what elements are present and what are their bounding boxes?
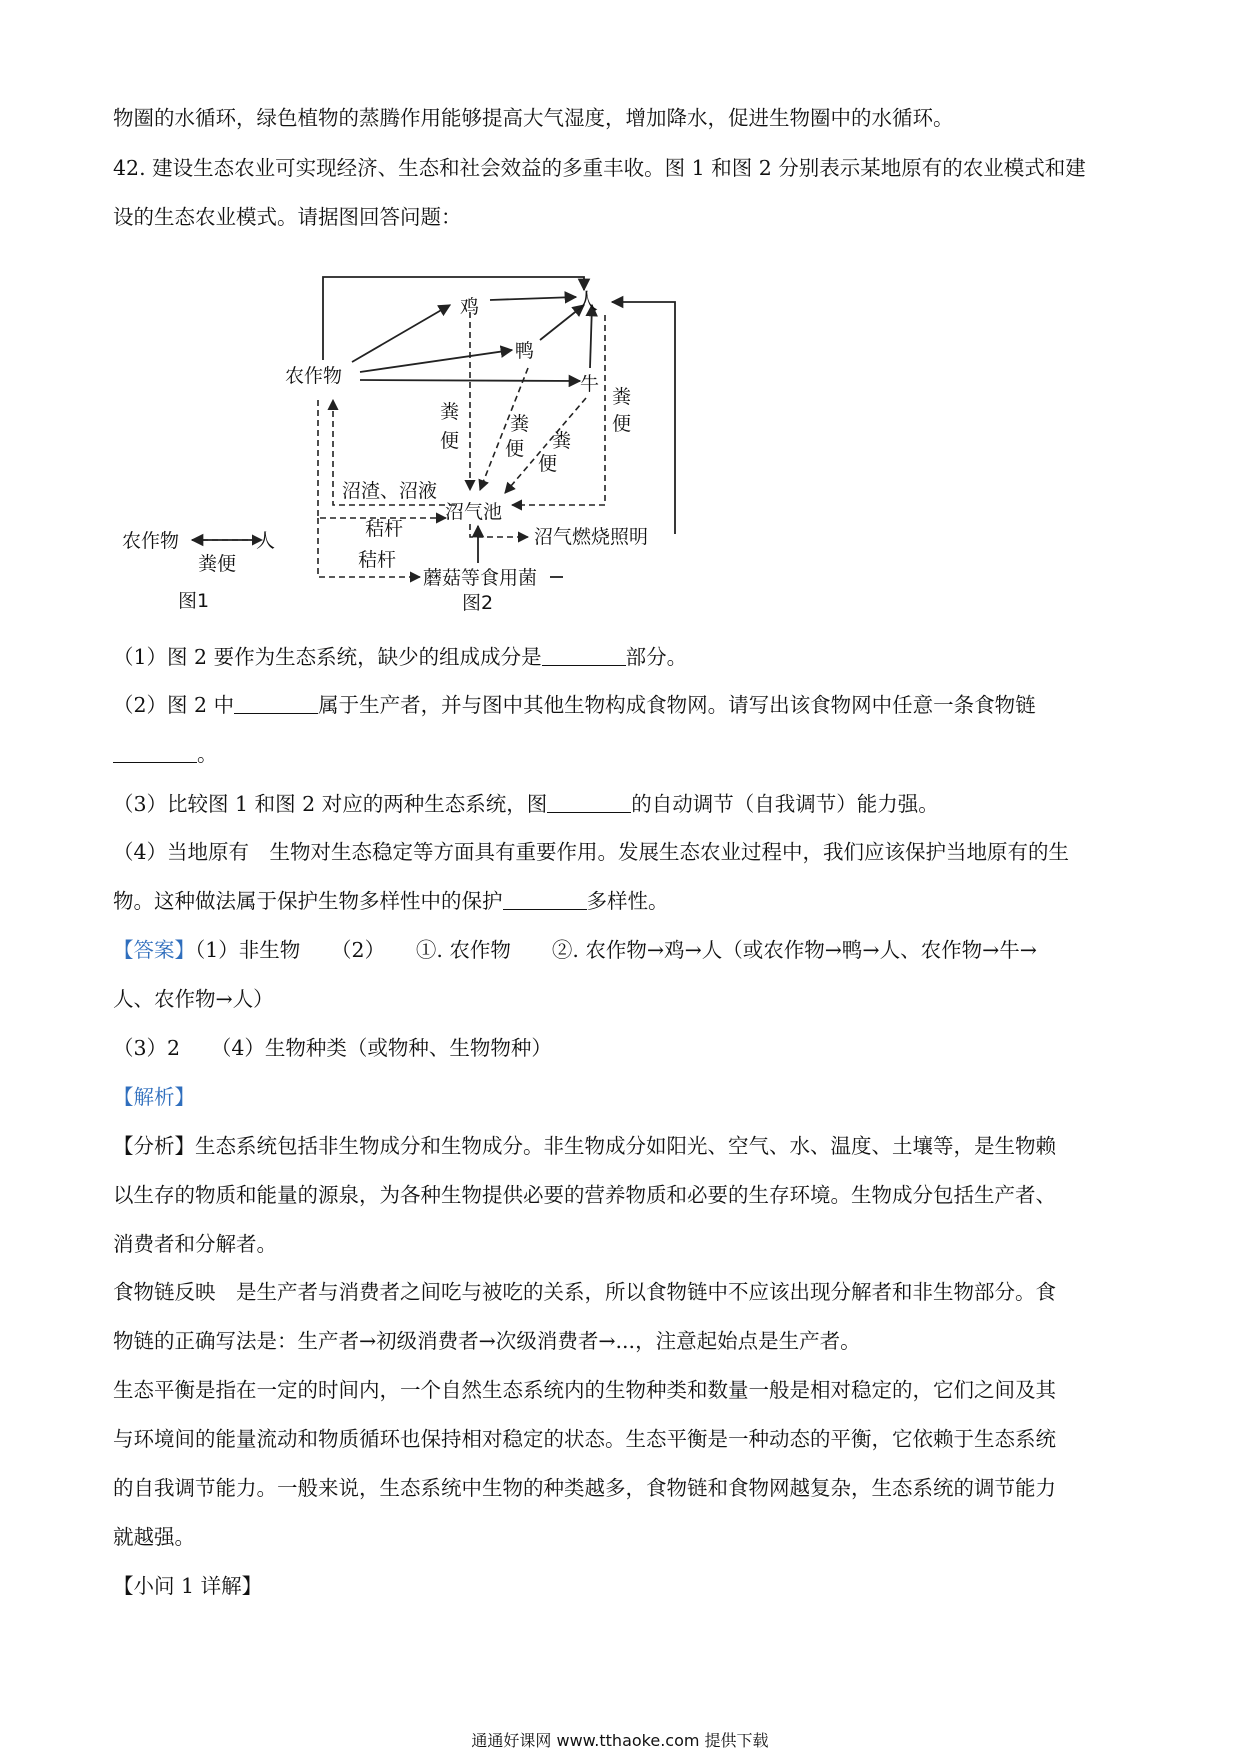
fig2-manure-chicken-b: 便	[440, 430, 460, 452]
analysis-p5: 物链的正确写法是：生产者→初级消费者→次级消费者→...，注意起始点是生产者。	[113, 1329, 861, 1353]
arrow-crop-chicken	[352, 305, 450, 362]
question-42-3: （3）比较图 1 和图 2 对应的两种生态系统，图 的自动调节（自我调节）能力强。	[113, 792, 939, 816]
fig1-crop-label: 农作物	[122, 530, 180, 552]
page-footer: 通通好课网 www.tthaoke.com 提供下载	[471, 1731, 769, 1750]
fig2-manure-person-a: 粪	[612, 386, 632, 408]
answer-blank-5	[503, 891, 587, 910]
question-42-4: （4）当地原有 生物对生态稳定等方面具有重要作用。发展生态农业过程中，我们应该保护当地原有的生	[113, 840, 1070, 864]
analysis-p9: 就越强。	[113, 1525, 195, 1549]
fig2-lighting-label: 沼气燃烧照明	[534, 526, 649, 548]
arrow-chicken-person	[490, 297, 576, 300]
answer-blank-3	[113, 744, 197, 763]
fig2-manure-chicken-a: 粪	[440, 401, 460, 423]
fig1-person-label: 人	[256, 530, 276, 552]
arrow-crop-cow	[360, 380, 580, 381]
fig2-chicken-label: 鸡	[460, 296, 480, 318]
fig2-straw2-label: 秸杆	[358, 549, 397, 571]
answer-label: 【答案】	[113, 938, 195, 962]
fig2-mushroom-label: 蘑菇等食用菌	[423, 567, 538, 589]
fig2-manure-duck-b: 便	[505, 438, 525, 460]
fig2-manure-duck-a: 粪	[510, 413, 530, 435]
analysis-p1: 【分析】生态系统包括非生物成分和生物成分。非生物成分如阳光、空气、水、温度、土壤等，是生物赖	[113, 1134, 1056, 1158]
fig2-manure-person-b: 便	[612, 413, 632, 435]
answer-blank-1	[542, 647, 626, 666]
fig2-residue-label: 沼渣、沼液	[342, 480, 438, 502]
fig2-caption: 图2	[462, 592, 494, 614]
answer-line-3: （3）2 （4）生物种类（或物种、生物物种）	[113, 1036, 552, 1060]
question-42-2-cont: 。	[113, 744, 218, 765]
text-line-1: 物圈的水循环，绿色植物的蒸腾作用能够提高大气湿度，增加降水，促进生物圈中的水循环。	[113, 106, 954, 130]
answer-line-2: 人、农作物→人）	[113, 987, 274, 1011]
fig2-duck-label: 鸭	[515, 340, 535, 362]
analysis-label: 【解析】	[113, 1085, 195, 1109]
answer-blank-4	[547, 794, 631, 813]
arrow-crop-person-top	[323, 277, 584, 360]
question-42-intro-cont: 设的生态农业模式。请据图回答问题：	[113, 205, 462, 229]
analysis-p6: 生态平衡是指在一定的时间内，一个自然生态系统内的生物种类和数量一般是相对稳定的，它们之间及其	[113, 1378, 1056, 1402]
analysis-p8: 的自我调节能力。一般来说，生态系统中生物的种类越多，食物链和食物网越复杂，生态系统的调节能力	[113, 1476, 1056, 1500]
fig2-crop-label: 农作物	[285, 365, 343, 387]
arrow-crop-duck	[360, 350, 512, 372]
analysis-p4: 食物链反映 是生产者与消费者之间吃与被吃的关系，所以食物链中不应该出现分解者和非生物部分。食	[113, 1280, 1056, 1304]
question-42-2: （2）图 2 中 属于生产者，并与图中其他生物构成食物网。请写出该食物网中任意一条食物链	[113, 693, 1036, 717]
answer-line-1: 【答案】（1）非生物 （2） ①. 农作物 ②. 农作物→鸡→人（或农作物→鸭→人、农作物→牛→	[113, 938, 1037, 962]
fig2-manure-cow-a: 粪	[552, 430, 572, 452]
fig2-person-label: 人	[576, 290, 599, 315]
sub-question-1-detail: 【小问 1 详解】	[113, 1574, 263, 1598]
analysis-p2: 以生存的物质和能量的源泉，为各种生物提供必要的营养物质和必要的生存环境。生物成分包括生产者、	[113, 1183, 1056, 1207]
answer-blank-2	[234, 695, 318, 714]
question-42-intro: 42. 建设生态农业可实现经济、生态和社会效益的多重丰收。图 1 和图 2 分别表示某地原有的农业模式和建	[113, 156, 1086, 180]
fig2-manure-cow-b: 便	[538, 453, 558, 475]
question-42-4-cont: 物。这种做法属于保护生物多样性中的保护 多样性。	[113, 889, 669, 913]
analysis-p3: 消费者和分解者。	[113, 1232, 277, 1256]
fig1-caption: 图1	[178, 590, 210, 612]
fig1-manure-label: 粪便	[198, 553, 237, 575]
fig2-biogas-label: 沼气池	[445, 501, 503, 523]
question-42-1: （1）图 2 要作为生态系统，缺少的组成成分是 部分。	[113, 645, 688, 669]
fig2-cow-label: 牛	[580, 373, 600, 395]
figure-agriculture-modes	[0, 0, 1240, 640]
fig2-straw1-label: 秸杆	[365, 518, 404, 540]
analysis-p7: 与环境间的能量流动和物质循环也保持相对稳定的状态。生态平衡是一种动态的平衡，它依赖于生态系统	[113, 1427, 1056, 1451]
